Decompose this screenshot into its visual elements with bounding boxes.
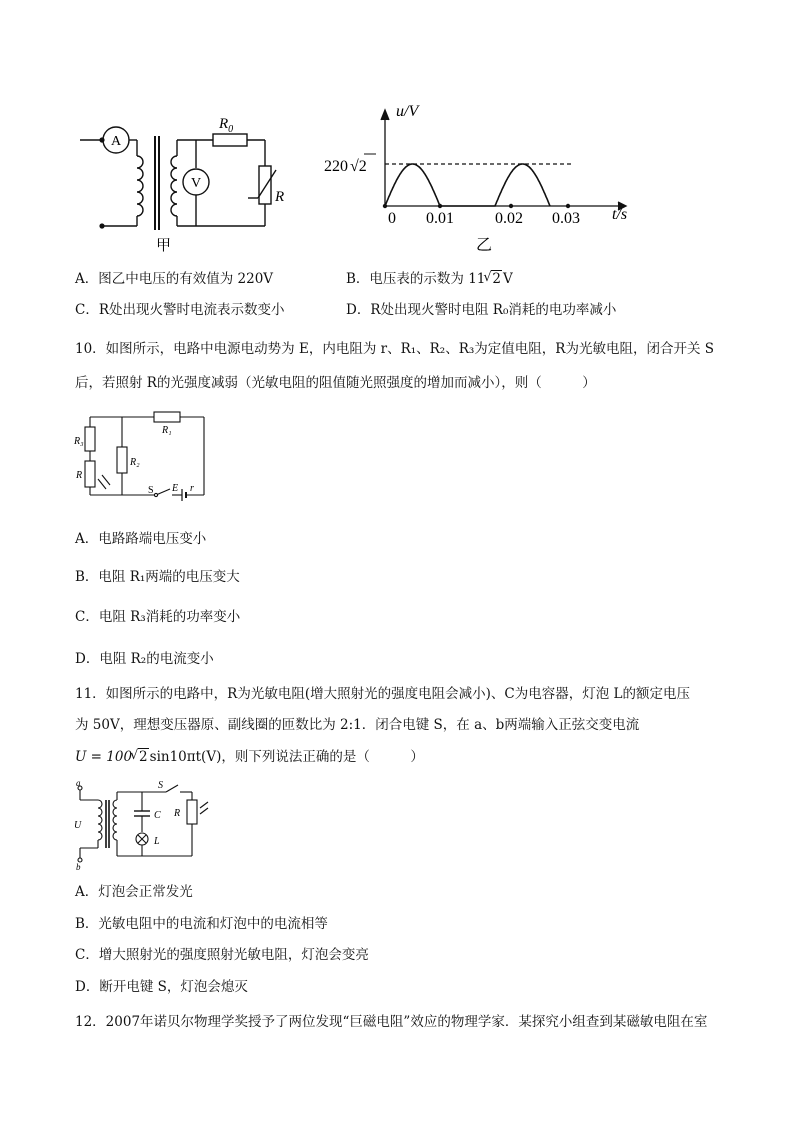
switch-s xyxy=(156,489,170,495)
q11-option-a[interactable]: A．灯泡会正常发光 xyxy=(75,884,193,900)
svg-text:R: R xyxy=(174,808,181,819)
resistor-r0 xyxy=(213,134,247,146)
r0-label: $R_0$ xyxy=(219,116,234,135)
q9-option-d[interactable]: D．R处出现火警时电阻 R₀消耗的电功率减小 xyxy=(346,302,617,318)
figure-yi-label: 乙 xyxy=(476,237,493,254)
q12-stem-line1: 12．2007年诺贝尔物理学奖授予了两位发现“巨磁电阻”效应的物理学家．某探究小组查到某磁敏电阻在室 xyxy=(75,1014,708,1030)
svg-text:R₂: R₂ xyxy=(130,457,140,468)
svg-text:R₁: R₁ xyxy=(162,425,172,436)
photoresistor-r xyxy=(85,461,95,487)
svg-text:C: C xyxy=(154,810,161,821)
peak-label: 220 √2 xyxy=(324,158,367,175)
primary-coil xyxy=(137,156,143,216)
secondary-coil xyxy=(113,800,117,840)
q9-option-c[interactable]: C．R处出现火警时电流表示数变小 xyxy=(75,302,285,318)
primary-coil xyxy=(98,800,102,840)
svg-text:a: a xyxy=(76,778,81,788)
svg-text:S: S xyxy=(158,780,163,791)
terminal-dot xyxy=(99,223,104,228)
switch-s xyxy=(166,785,178,792)
q10-stem-line2: 后，若照射 R的光强度减弱（光敏电阻的阻值随光照强度的增加而减小），则（ ） xyxy=(75,375,596,391)
y-axis-label: u/V xyxy=(396,103,419,120)
resistor-r3 xyxy=(85,427,95,451)
q11-stem-line1: 11．如图所示的电路中，R为光敏电阻(增大照射光的强度电阻会减小)、C为电容器，灯泡 L的额定电压 xyxy=(75,686,690,702)
q11-option-d[interactable]: D．断开电键 S，灯泡会熄灭 xyxy=(75,979,248,995)
voltmeter-label: V xyxy=(190,176,202,191)
tick-label: 0.02 xyxy=(495,210,523,227)
q11-option-b[interactable]: B．光敏电阻中的电流和灯泡中的电流相等 xyxy=(75,916,328,932)
svg-text:L: L xyxy=(154,836,160,847)
svg-text:S: S xyxy=(148,485,154,496)
tick-label: 0.01 xyxy=(426,210,454,227)
thermistor-r xyxy=(259,166,271,204)
q10-option-d[interactable]: D．电阻 R₂的电流变小 xyxy=(75,651,214,667)
svg-text:r: r xyxy=(190,483,194,494)
secondary-coil xyxy=(171,156,177,216)
q10-option-b[interactable]: B．电阻 R₁两端的电压变大 xyxy=(75,569,240,585)
y-axis-arrow xyxy=(381,110,389,120)
figure-jia xyxy=(80,108,290,256)
resistor-r2 xyxy=(117,447,127,473)
q11-stem-line2: 为 50V，理想变压器原、副线圈的匝数比为 2:1．闭合电键 S，在 a、b两端输入正弦交变电流 xyxy=(75,717,640,733)
r-label: R xyxy=(275,189,285,205)
q11-option-c[interactable]: C．增大照射光的强度照射光敏电阻，灯泡会变亮 xyxy=(75,947,369,963)
svg-text:E: E xyxy=(172,483,179,494)
figure-jia-label: 甲 xyxy=(156,238,172,254)
ammeter-label: A xyxy=(110,134,122,149)
resistor-r1 xyxy=(154,412,180,422)
q10-stem-line1: 10．如图所示，电路中电源电动势为 E，内电阻为 r、R₁、R₂、R₃为定值电阻，R为光敏电阻，闭合开关 S xyxy=(75,341,715,357)
tick-label: 0.03 xyxy=(552,210,580,227)
svg-text:R₃: R₃ xyxy=(74,436,84,447)
svg-text:R: R xyxy=(76,470,83,481)
q9-option-a[interactable]: A．图乙中电压的有效值为 220V xyxy=(75,271,274,287)
tick-label: 0 xyxy=(388,210,396,227)
terminal-dot xyxy=(99,137,104,142)
q10-circuit xyxy=(72,405,212,509)
figure-yi xyxy=(318,98,648,258)
q10-option-a[interactable]: A．电路路端电压变小 xyxy=(75,531,207,547)
svg-text:b: b xyxy=(76,862,81,870)
q9-option-b[interactable]: B．电压表的示数为 11√ 2 V xyxy=(346,271,513,287)
q10-option-c[interactable]: C．电阻 R₃消耗的功率变小 xyxy=(75,609,241,625)
svg-text:U: U xyxy=(74,820,82,831)
x-axis-label: t/s xyxy=(612,206,628,223)
waveform-series xyxy=(385,164,550,206)
q11-stem-line3: U = 100√ 2 sin10πt(V)，则下列说法正确的是（ ） xyxy=(75,749,424,765)
q11-circuit xyxy=(70,778,220,870)
photoresistor-r xyxy=(187,800,197,824)
